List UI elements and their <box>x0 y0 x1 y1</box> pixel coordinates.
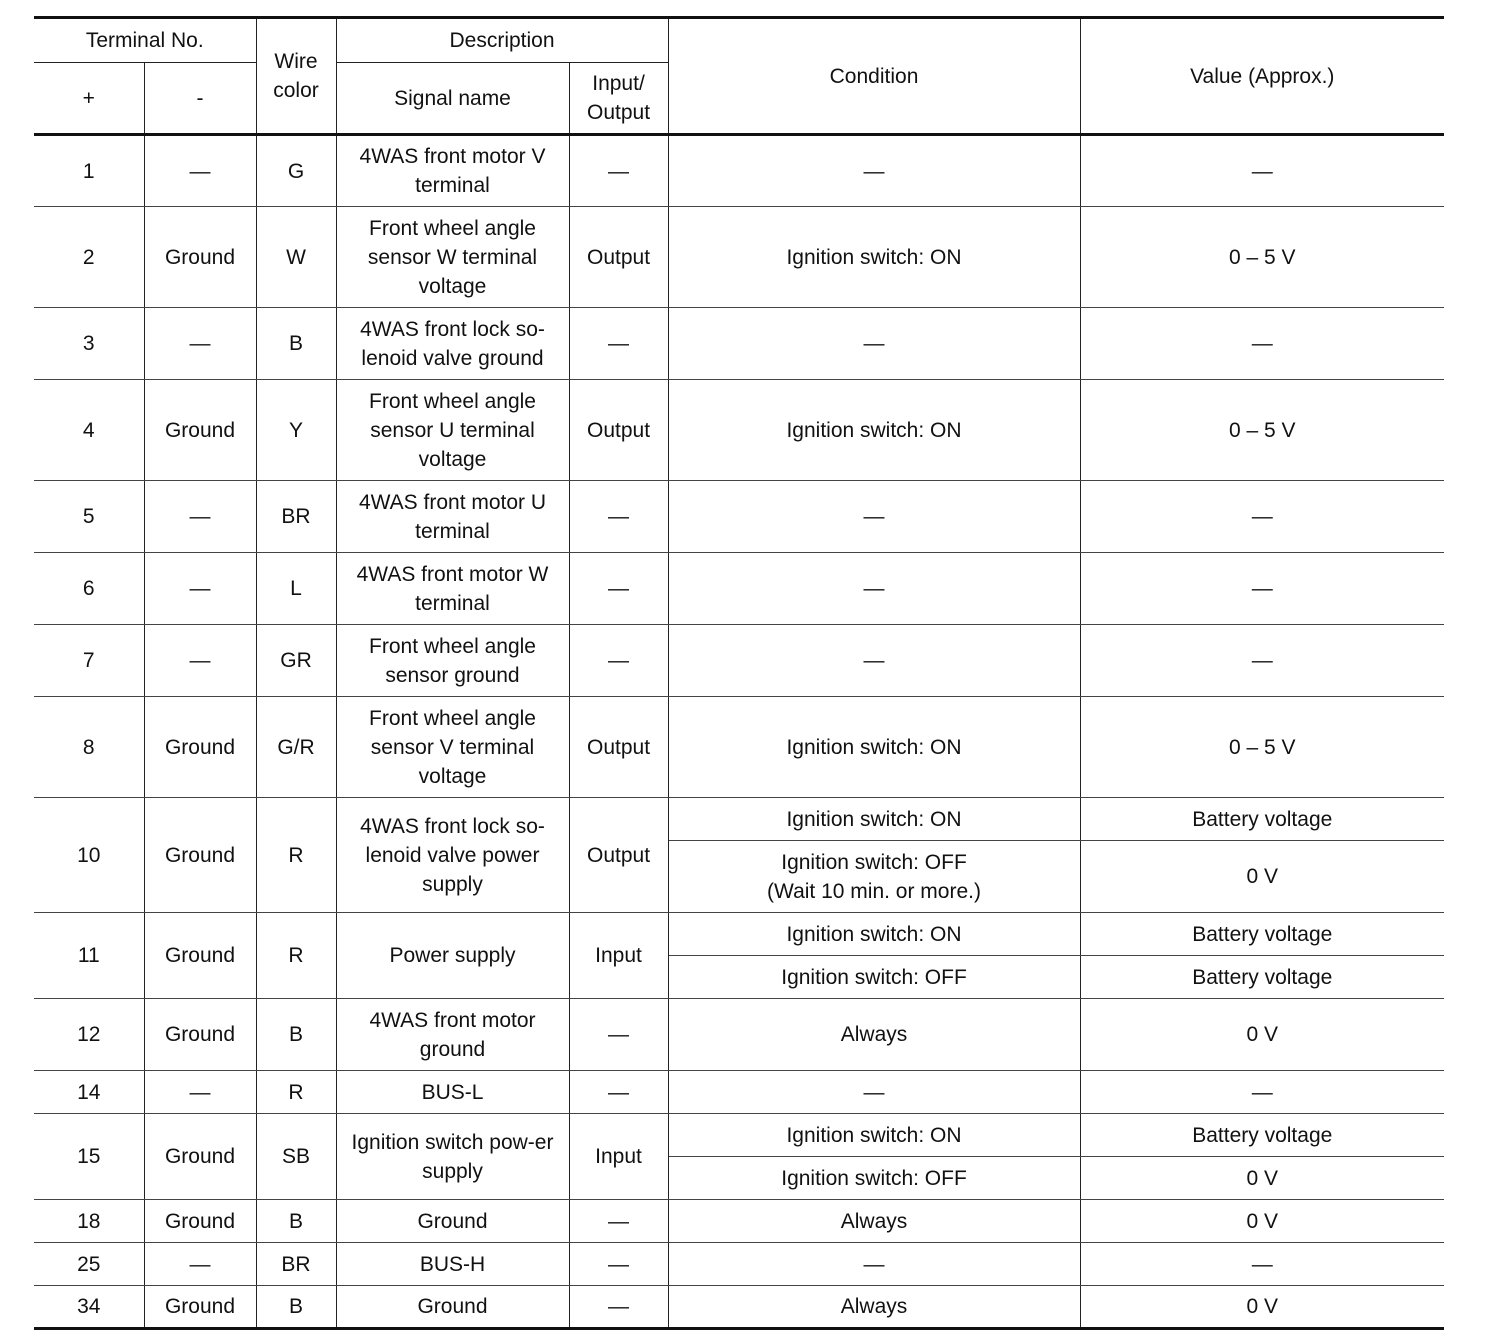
value: 0 – 5 V <box>1080 380 1444 481</box>
signal-name: 4WAS front lock so-lenoid valve power supply <box>336 798 569 913</box>
table-row <box>34 308 1444 380</box>
terminal-minus: Ground <box>144 999 256 1071</box>
input-output: Input <box>569 913 668 999</box>
signal-name: 4WAS front motor U terminal <box>336 481 569 553</box>
terminal-plus: 10 <box>34 798 144 913</box>
header-signal-name: Signal name <box>336 63 569 135</box>
wire-color: GR <box>256 625 336 697</box>
terminal-plus: 25 <box>34 1243 144 1286</box>
value: Battery voltage <box>1080 913 1444 956</box>
wire-color: Y <box>256 380 336 481</box>
input-output: — <box>569 135 668 207</box>
wire-color: G <box>256 135 336 207</box>
condition: Ignition switch: ON <box>668 798 1080 841</box>
input-output: — <box>569 1200 668 1243</box>
input-output: — <box>569 553 668 625</box>
wire-color: R <box>256 913 336 999</box>
condition: Ignition switch: ON <box>668 697 1080 798</box>
table-row <box>34 1243 1444 1286</box>
condition: Ignition switch: OFF <box>668 956 1080 999</box>
terminal-minus: — <box>144 553 256 625</box>
table-row <box>34 697 1444 798</box>
signal-name: BUS-L <box>336 1071 569 1114</box>
condition: Ignition switch: ON <box>668 1114 1080 1157</box>
input-output: — <box>569 999 668 1071</box>
condition: — <box>668 481 1080 553</box>
value: — <box>1080 135 1444 207</box>
terminal-plus: 2 <box>34 207 144 308</box>
condition: Ignition switch: OFF (Wait 10 min. or more.) <box>668 841 1080 913</box>
value: 0 V <box>1080 1286 1444 1329</box>
table-row <box>34 135 1444 207</box>
input-output: — <box>569 625 668 697</box>
wire-color: B <box>256 1286 336 1329</box>
condition: — <box>668 1071 1080 1114</box>
table-row <box>34 1114 1444 1157</box>
input-output: Output <box>569 798 668 913</box>
condition: — <box>668 1243 1080 1286</box>
terminal-plus: 11 <box>34 913 144 999</box>
condition: — <box>668 308 1080 380</box>
value: 0 V <box>1080 1157 1444 1200</box>
terminal-plus: 3 <box>34 308 144 380</box>
terminal-spec-table <box>34 16 1444 1330</box>
wire-color: BR <box>256 1243 336 1286</box>
condition: Always <box>668 999 1080 1071</box>
terminal-minus: Ground <box>144 1114 256 1200</box>
input-output: — <box>569 1243 668 1286</box>
value: 0 V <box>1080 1200 1444 1243</box>
table-row <box>34 553 1444 625</box>
value: 0 – 5 V <box>1080 207 1444 308</box>
wire-color: B <box>256 999 336 1071</box>
terminal-plus: 6 <box>34 553 144 625</box>
terminal-plus: 18 <box>34 1200 144 1243</box>
condition: Ignition switch: ON <box>668 913 1080 956</box>
input-output: Output <box>569 380 668 481</box>
header-value: Value (Approx.) <box>1080 18 1444 135</box>
table-row <box>34 913 1444 956</box>
value: — <box>1080 308 1444 380</box>
terminal-plus: 12 <box>34 999 144 1071</box>
terminal-minus: Ground <box>144 207 256 308</box>
value: Battery voltage <box>1080 798 1444 841</box>
wire-color: R <box>256 1071 336 1114</box>
condition: — <box>668 135 1080 207</box>
condition: — <box>668 553 1080 625</box>
value: — <box>1080 1243 1444 1286</box>
value: Battery voltage <box>1080 956 1444 999</box>
terminal-plus: 4 <box>34 380 144 481</box>
value: 0 V <box>1080 999 1444 1071</box>
table-header <box>34 18 1444 135</box>
terminal-minus: — <box>144 135 256 207</box>
wire-color: W <box>256 207 336 308</box>
value: 0 – 5 V <box>1080 697 1444 798</box>
terminal-minus: Ground <box>144 697 256 798</box>
input-output: — <box>569 1286 668 1329</box>
wire-color: B <box>256 1200 336 1243</box>
value: — <box>1080 553 1444 625</box>
table-body <box>34 135 1444 1329</box>
signal-name: 4WAS front lock so-lenoid valve ground <box>336 308 569 380</box>
table-row <box>34 207 1444 308</box>
value: — <box>1080 481 1444 553</box>
header-minus: - <box>144 63 256 135</box>
table-row <box>34 625 1444 697</box>
input-output: — <box>569 481 668 553</box>
input-output: Input <box>569 1114 668 1200</box>
header-terminal-no: Terminal No. <box>34 18 256 63</box>
condition: — <box>668 625 1080 697</box>
signal-name: Front wheel angle sensor ground <box>336 625 569 697</box>
terminal-plus: 7 <box>34 625 144 697</box>
terminal-minus: Ground <box>144 1286 256 1329</box>
input-output: — <box>569 1071 668 1114</box>
table-row <box>34 999 1444 1071</box>
input-output: Output <box>569 207 668 308</box>
wire-color: B <box>256 308 336 380</box>
terminal-plus: 8 <box>34 697 144 798</box>
table-row <box>34 798 1444 841</box>
header-wire-color: Wire color <box>256 18 336 135</box>
signal-name: Ground <box>336 1286 569 1329</box>
condition: Always <box>668 1200 1080 1243</box>
condition: Always <box>668 1286 1080 1329</box>
condition: Ignition switch: OFF <box>668 1157 1080 1200</box>
wire-color: G/R <box>256 697 336 798</box>
terminal-plus: 1 <box>34 135 144 207</box>
signal-name: 4WAS front motor W terminal <box>336 553 569 625</box>
signal-name: 4WAS front motor ground <box>336 999 569 1071</box>
value: — <box>1080 1071 1444 1114</box>
header-description: Description <box>336 18 668 63</box>
signal-name: 4WAS front motor V terminal <box>336 135 569 207</box>
table-row <box>34 1071 1444 1114</box>
signal-name: Front wheel angle sensor U terminal voltage <box>336 380 569 481</box>
terminal-minus: — <box>144 625 256 697</box>
signal-name: Front wheel angle sensor V terminal voltage <box>336 697 569 798</box>
value: — <box>1080 625 1444 697</box>
table-row <box>34 481 1444 553</box>
header-input-output: Input/ Output <box>569 63 668 135</box>
terminal-plus: 14 <box>34 1071 144 1114</box>
wire-color: L <box>256 553 336 625</box>
table-row <box>34 1200 1444 1243</box>
table-row <box>34 1286 1444 1329</box>
terminal-plus: 15 <box>34 1114 144 1200</box>
terminal-minus: — <box>144 308 256 380</box>
terminal-minus: Ground <box>144 1200 256 1243</box>
terminal-minus: Ground <box>144 913 256 999</box>
table-row <box>34 380 1444 481</box>
signal-name: BUS-H <box>336 1243 569 1286</box>
signal-name: Power supply <box>336 913 569 999</box>
wire-color: R <box>256 798 336 913</box>
signal-name: Ignition switch pow-er supply <box>336 1114 569 1200</box>
header-plus: + <box>34 63 144 135</box>
terminal-minus: Ground <box>144 798 256 913</box>
wire-color: BR <box>256 481 336 553</box>
input-output: — <box>569 308 668 380</box>
terminal-minus: — <box>144 481 256 553</box>
signal-name: Front wheel angle sensor W terminal voltage <box>336 207 569 308</box>
header-condition: Condition <box>668 18 1080 135</box>
terminal-minus: Ground <box>144 380 256 481</box>
terminal-minus: — <box>144 1243 256 1286</box>
terminal-plus: 34 <box>34 1286 144 1329</box>
input-output: Output <box>569 697 668 798</box>
value: 0 V <box>1080 841 1444 913</box>
condition: Ignition switch: ON <box>668 207 1080 308</box>
value: Battery voltage <box>1080 1114 1444 1157</box>
terminal-plus: 5 <box>34 481 144 553</box>
wire-color: SB <box>256 1114 336 1200</box>
condition: Ignition switch: ON <box>668 380 1080 481</box>
terminal-minus: — <box>144 1071 256 1114</box>
signal-name: Ground <box>336 1200 569 1243</box>
